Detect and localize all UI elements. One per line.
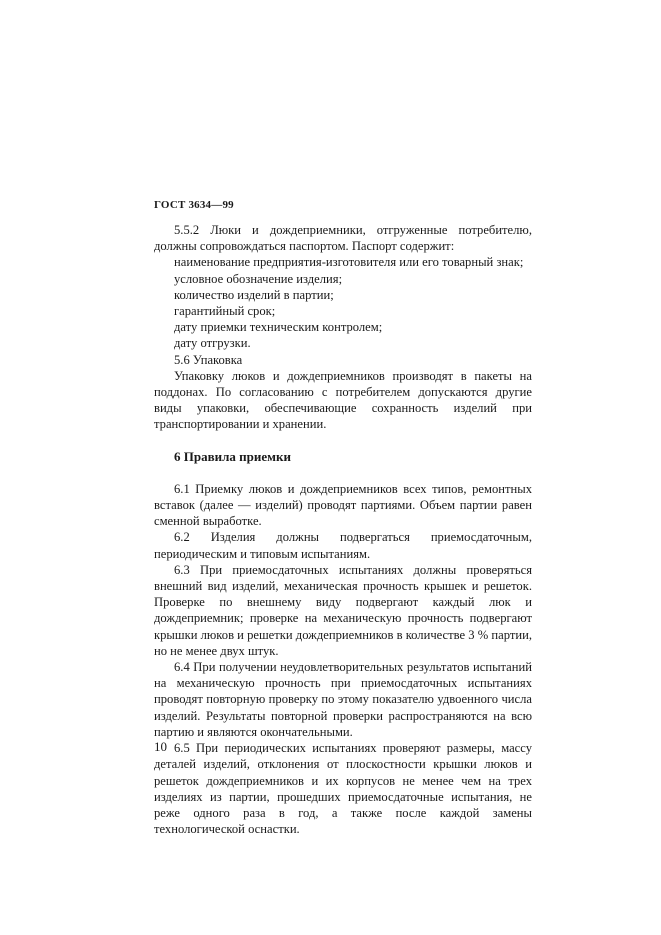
section-title-6: 6 Правила приемки	[174, 448, 291, 464]
list-item: наименование предприятия-изготовителя или его товарный знак;	[174, 255, 524, 270]
list-item: дату приемки техническим контролем;	[174, 320, 383, 335]
list-item: условное обозначение изделия;	[174, 271, 343, 286]
paragraph-6-5: 6.5 При периодических испытаниях проверяют размеры, массу деталей изделий, отклонения от плоскостности крышки люков и решеток дождеприемников и их корпусов не менее чем на трех изделиях из партии, прошедших приемосдаточные испытания, не реже одного раза в год, а также после каждой замены технологической оснастки.	[154, 741, 532, 837]
document-body	[154, 222, 532, 837]
list-item: гарантийный срок;	[174, 304, 276, 319]
paragraph-6-1: 6.1 Приемку люков и дождеприемников всех типов, ремонтных вставок (далее — изделий) проводят партиями. Объем партии равен сменной выработке.	[154, 481, 532, 529]
paragraph-5-6: Упаковку люков и дождеприемников производят в пакеты на поддонах. По согласованию с потребителем допускаются другие виды упаковки, обеспечивающие сохранность изделий при транспортировании и хранении.	[154, 368, 532, 432]
list-item: дату отгрузки.	[174, 336, 251, 351]
paragraph-6-4: 6.4 При получении неудовлетворительных результатов испытаний на механическую прочность при приемосдаточных испытаниях проводят повторную проверку по этому показателю удвоенного числа изделий. Результаты повторной проверки распространяются на всю партию и являются окончательными.	[154, 660, 532, 739]
paragraph-6-3: 6.3 При приемосдаточных испытаниях должны проверяться внешний вид изделий, механическая прочность крышек и решеток. Проверке по внешнему виду подвергают каждый люк и дождеприемник; проверке на механическую прочность подвергают крышки люков и решетки дождеприемников в количестве 3 % партии, но не менее двух штук.	[154, 562, 532, 658]
subsection-title-5-6: 5.6 Упаковка	[174, 352, 243, 367]
page-number: 10	[154, 739, 167, 754]
paragraph-6-2: 6.2 Изделия должны подвергаться приемосдаточным, периодическим и типовым испытаниям.	[154, 530, 532, 561]
document-header: ГОСТ 3634—99	[154, 199, 234, 211]
paragraph-5-5-2: 5.5.2 Люки и дождеприемники, отгруженные потребителю, должны сопровождаться паспортом. Паспорт содержит:	[154, 223, 532, 254]
list-item: количество изделий в партии;	[174, 287, 334, 302]
passport-contents-list	[154, 254, 532, 351]
